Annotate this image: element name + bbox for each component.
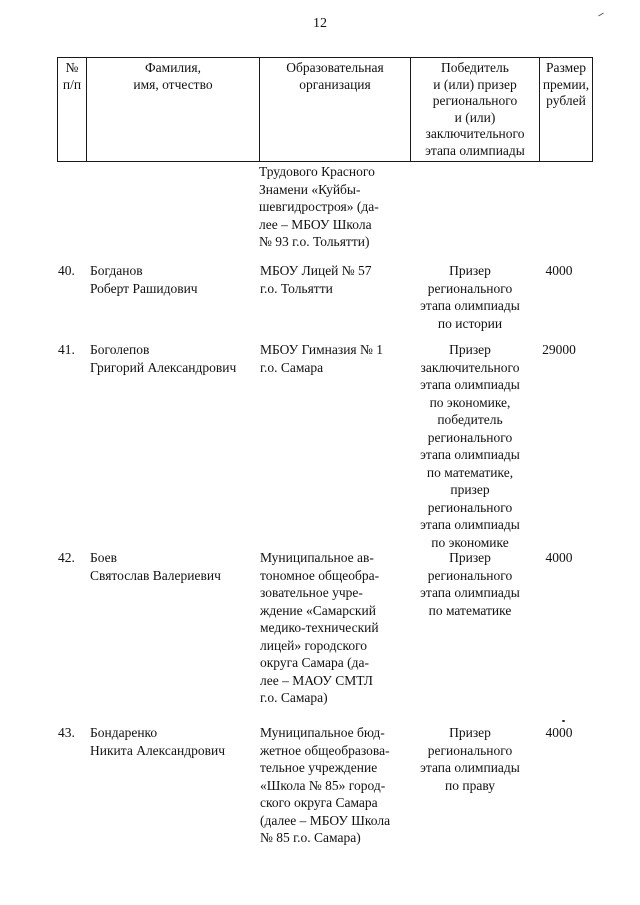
row-organization: Муниципальное бюд- жетное общеобразова- тельное учреждение «Школа № 85» город- ского округа Самара (далее – МБОУ Школа № 85 г.о. Самара)	[260, 725, 391, 845]
row-prize-amount: 29000	[542, 342, 576, 357]
row-achievement: Призер регионального этапа олимпиады по математике	[420, 550, 520, 618]
header-row	[58, 58, 593, 162]
page-number: 12	[313, 16, 327, 31]
row-prize-amount: 4000	[545, 550, 573, 565]
row-achievement: Призер регионального этапа олимпиады по истории	[420, 263, 520, 331]
table-header	[57, 57, 593, 162]
row-organization: МБОУ Лицей № 57 г.о. Тольятти	[260, 263, 372, 296]
row-prize-amount: 4000	[545, 725, 573, 740]
row-achievement: Призер заключительного этапа олимпиады по экономике, победитель регионального этапа олимпиады по математике, призер регионального этапа олимпиады по экономике	[420, 342, 520, 550]
row-full-name: Бондаренко Никита Александрович	[90, 725, 226, 758]
header-achievement: Победитель и (или) призер регионального и (или) заключительного этапа олимпиады	[411, 58, 540, 162]
row-number: 40.	[58, 263, 75, 278]
row-prize-amount: 4000	[545, 263, 573, 278]
scan-mark	[562, 720, 565, 722]
row-full-name: Боев Святослав Валериевич	[90, 550, 221, 583]
header-full-name: Фамилия, имя, отчество	[87, 58, 260, 162]
row-organization: МБОУ Гимназия № 1 г.о. Самара	[260, 342, 384, 375]
row-full-name: Богданов Роберт Рашидович	[90, 263, 198, 296]
header-organization: Образовательная организация	[260, 58, 411, 162]
row-number: 43.	[58, 725, 75, 740]
continued-organization-text: Трудового Красного Знамени «Куйбы- шевгидростроя» (да- лее – МБОУ Школа № 93 г.о. Тольятти)	[259, 164, 379, 249]
row-number: 41.	[58, 342, 75, 357]
row-full-name: Боголепов Григорий Александрович	[90, 342, 237, 375]
row-number: 42.	[58, 550, 75, 565]
row-organization: Муниципальное ав- тономное общеобра- зовательное учре- ждение «Самарский медико-технический лицей» городского округа Самара (да- лее – МАОУ СМТЛ г.о. Самара)	[260, 550, 380, 705]
row-achievement: Призер регионального этапа олимпиады по праву	[420, 725, 520, 793]
header-number: № п/п	[58, 58, 87, 162]
header-prize-amount: Размер премии, рублей	[540, 58, 593, 162]
